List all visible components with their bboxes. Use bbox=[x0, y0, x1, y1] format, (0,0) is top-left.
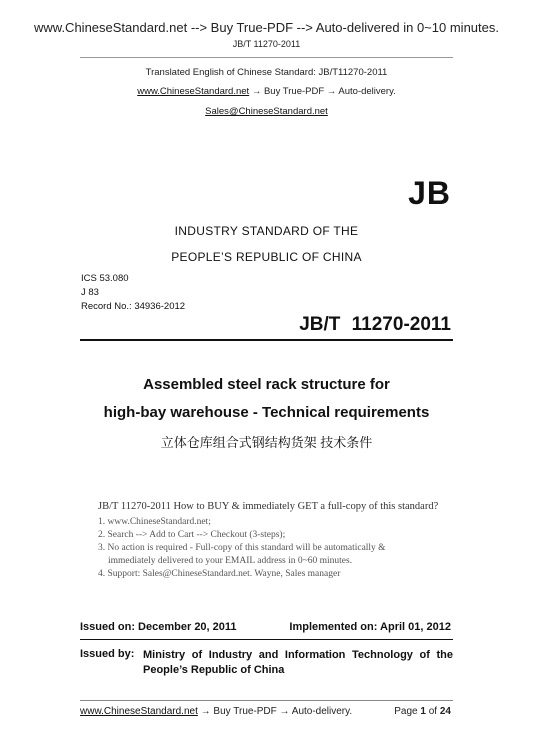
buy-step: 3. No action is required - Full-copy of this standard will be automatically & bbox=[98, 543, 386, 553]
buy-step: 1. www.ChineseStandard.net; bbox=[98, 517, 211, 527]
implemented-date: Implemented on: April 01, 2012 bbox=[289, 621, 451, 633]
top-banner-text: www.ChineseStandard.net --> Buy True-PDF --> Auto-delivered in 0~10 minutes. bbox=[34, 20, 499, 35]
sales-email-link[interactable]: Sales@ChineseStandard.net bbox=[205, 106, 328, 117]
page-total: 24 bbox=[439, 706, 451, 717]
buy-step: 4. Support: Sales@ChineseStandard.net. Wayne, Sales manager bbox=[98, 569, 341, 579]
site-link[interactable]: www.ChineseStandard.net bbox=[137, 86, 250, 97]
page-of: of bbox=[425, 706, 440, 717]
title-english-line1: Assembled steel rack structure for bbox=[143, 376, 390, 393]
issuer-name: Ministry of Industry and Information Technology of the People’s Republic of China bbox=[143, 649, 453, 676]
buy-step-continued bbox=[98, 555, 438, 568]
header-divider bbox=[80, 57, 453, 58]
header-doc-code: JB/T 11270-2011 bbox=[232, 39, 301, 49]
buy-step: 2. Search --> Add to Cart --> Checkout (3-steps); bbox=[98, 530, 286, 540]
footer-site-link[interactable]: www.ChineseStandard.net bbox=[80, 706, 198, 717]
title-english-line2: high-bay warehouse - Technical requirements bbox=[103, 404, 430, 421]
buy-steps bbox=[98, 516, 438, 581]
standard-heading-line1: INDUSTRY STANDARD OF THE bbox=[174, 224, 359, 238]
standard-heading-line2: PEOPLE’S REPUBLIC OF CHINA bbox=[171, 250, 362, 264]
title-chinese: 立体仓库组合式钢结构货架 技术条件 bbox=[160, 435, 373, 450]
buy-heading: JB/T 11270-2011 How to BUY & immediately GET a full-copy of this standard? bbox=[98, 501, 439, 512]
translation-note: Translated English of Chinese Standard: JB/T11270-2011 bbox=[145, 67, 388, 78]
title-divider bbox=[80, 339, 453, 341]
standard-number: JB/T 11270-2011 bbox=[299, 314, 451, 335]
page-number: 1 bbox=[420, 706, 426, 717]
footer-delivery-text: → Buy True-PDF → Auto-delivery. bbox=[197, 706, 353, 717]
footer-divider bbox=[80, 700, 453, 701]
issuer-label: Issued by: bbox=[80, 648, 135, 660]
page-indicator bbox=[394, 706, 451, 717]
page-prefix: Page bbox=[394, 706, 421, 717]
footer-links bbox=[80, 706, 352, 717]
dates-divider bbox=[80, 639, 453, 640]
buy-instructions bbox=[98, 501, 438, 581]
buy-step-continued-text: immediately delivered to your EMAIL address in 0~60 minutes. bbox=[108, 556, 353, 566]
ics-code: ICS 53.080 bbox=[81, 273, 129, 284]
classification-code: J 83 bbox=[81, 287, 99, 298]
record-number: Record No.: 34936-2012 bbox=[81, 301, 186, 312]
issued-date: Issued on: December 20, 2011 bbox=[80, 621, 237, 633]
jb-logo: JB bbox=[408, 175, 451, 211]
sales-email-row bbox=[0, 106, 533, 117]
translation-links bbox=[0, 86, 533, 97]
delivery-text: → Buy True-PDF → Auto-delivery. bbox=[249, 86, 396, 97]
